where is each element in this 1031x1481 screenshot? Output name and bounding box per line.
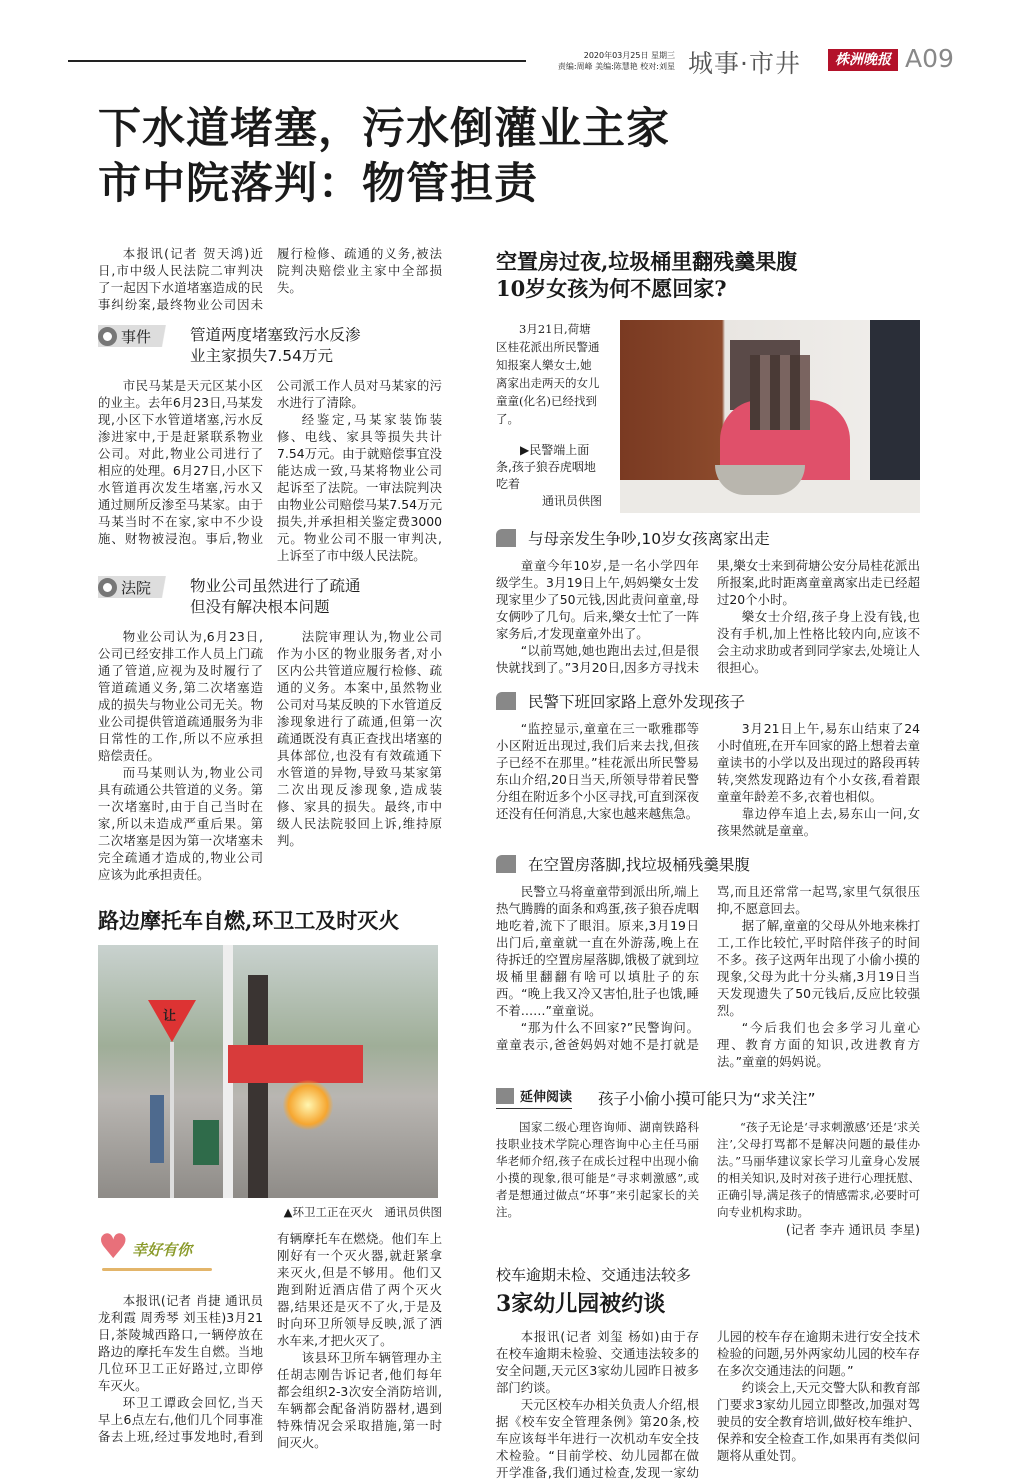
right-column-stack [496, 248, 920, 1481]
caption-credit: 通讯员供图 [541, 494, 602, 508]
section-head: 民警下班回家路上意外发现孩子 [528, 693, 746, 711]
paragraph: 环卫工谭政会回忆,当天早上6点左右,他们几个同事准备去上班,经过事发地时,看到有辆摩托车在燃烧。他们车上刚好有一个灭火器,就赶紧拿来灭火,但是不够用。他们又跑到附近酒店借了两个灭火器,结果还是灭不了火,于是及时向环卫所领导反映,派了洒水车来,才把火灭了。 [98, 1231, 442, 1444]
lead-intro [98, 245, 442, 313]
paragraph: 3月21日上午,易东山结束了24小时值班,在开车回家的路上想着去童童读书的小学以及出现过的路段再转转,突然发现路边有个小女孩,看着跟童童年龄差不多,衣着也相似。 [717, 721, 920, 804]
girl-photo-row [496, 320, 920, 513]
paragraph: 法院审理认为,物业公司作为小区的物业服务者,对小区内公共管道应履行检修、疏通的义务。本案中,虽然物业公司对马某反映的下水管道反渗现象进行了疏通,但第一次疏通既没有真正查找出堵塞的具体部位,也没有有效疏通下水管道的异物,导致马某家第二次出现反渗现象,造成装修、家具的损失。最终,市中级人民法院驳回上诉,维持原判。 [277, 629, 442, 848]
trash-bin [193, 1120, 219, 1165]
issue-date: 2020年03月25日 星期三 [583, 51, 675, 60]
header-rule [68, 60, 526, 62]
paragraph: “监控显示,童童在三一歌雅郡等小区附近出现过,我们后来去找,但孩子已经不在那里。”桂花派出所民警易东山介绍,20日当天,所领导带着民警分组在附近多个小区寻找,可直到深夜还没有任何消息,大家也越来越焦急。 [496, 721, 699, 821]
headline-line-1: 空置房过夜,垃圾桶里翻残羹果腹 [496, 249, 798, 274]
paragraph: 经鉴定,马某家装饰装修、电线、家具等损失共计7.54万元。由于就赔偿事宜没能达成一致,马某将物业公司起诉至了法院。一审法院判决由物业公司赔偿马某7.54万元损失,并承担相关鉴定费3000元。物业公司不服一审判决,上诉至了市中级人民法院。 [277, 412, 442, 563]
tag-label: 法院 [121, 578, 152, 597]
intro-paragraph: 本报讯(记者 贺天鸿)近日,市中级人民法院二审判决了一起因下水道堵塞造成的民事纠纷案,最终物业公司因未履行检修、疏通的义务,被法院判决赔偿业主家中全部损失。 [98, 246, 442, 312]
event-body [98, 377, 442, 564]
newspaper-logo: 株洲晚报 [828, 49, 898, 71]
girl-section-1-header [496, 527, 920, 549]
paragraph: 物业公司认为,6月23日,公司已经安排工作人员上门疏通了管道,应视为及时履行了管道疏通义务,第二次堵塞造成的损失与物业公司无关。物业公司提供管道疏通服务为非日常性的工作,所以不应承担赔偿责任。 [98, 629, 263, 763]
paragraph: 靠边停车追上去,易东山一问,女孩果然就是童童。 [717, 806, 920, 838]
paragraph: 童童今年10岁,是一名小学四年级学生。3月19日上午,妈妈樂女士发现家里少了50元钱,因此责问童童,母女俩吵了几句。后来,樂女士忙了一阵家务后,才发现童童外出了。 [496, 558, 699, 641]
column-logo [98, 1227, 263, 1286]
extended-reading-head: 孩子小偷小摸可能只为“求关注” [598, 1089, 816, 1108]
arrow-icon [496, 1088, 514, 1104]
section-marker-icon [496, 855, 516, 873]
page-number: A09 [905, 44, 954, 73]
section-event-header [98, 325, 442, 367]
headline-line-2: 10岁女孩为何不愿回家? [496, 276, 727, 301]
girl-section-3-header [496, 853, 920, 875]
bus-subtitle: 校车逾期未检、交通违法较多 [496, 1266, 692, 1284]
section-name: 城事·市井 [688, 49, 801, 78]
girl-side-text [496, 320, 602, 513]
section-marker-icon [496, 529, 516, 547]
tag-label: 事件 [121, 327, 152, 346]
ring-icon [98, 327, 117, 346]
girl-section-2-header [496, 690, 920, 712]
red-banner [228, 1045, 363, 1083]
headline-line-2: 市中院落判：物管担责 [98, 159, 538, 209]
heart-icon: ♥ [98, 1227, 129, 1267]
section-head: 在空置房落脚,找垃圾桶残羹果腹 [528, 856, 750, 874]
motorcycle-fire-photo [98, 945, 438, 1198]
tag-label: 延伸阅读 [520, 1090, 573, 1105]
section-marker-icon [496, 692, 516, 710]
yield-sign-text: 让 [163, 1009, 177, 1024]
moto-body [98, 1227, 442, 1451]
tree-trunk [248, 975, 268, 1198]
lead-headline [98, 102, 670, 212]
worker-figure [150, 1095, 164, 1163]
logo-underline [102, 1268, 212, 1271]
girl-section-2-body [496, 720, 920, 839]
section-head: 与母亲发生争吵,10岁女孩离家出走 [528, 530, 770, 548]
paragraph: 天元区校车办相关负责人介绍,根据《校车安全管理条例》第20条,校车应该每半年进行一次机动车安全技术检验。“目前学校、幼儿园都在做开学准备,我们通过检查,发现一家幼儿园的校车存在逾期未进行安全技术检验的问题,另外两家幼儿园的校车存在多次交通违法的问题。” [496, 1329, 920, 1480]
subhead-line: 业主家损失7.54万元 [190, 347, 334, 365]
court-body [98, 628, 442, 883]
court-tag [98, 576, 184, 598]
ring-icon [98, 578, 117, 597]
paragraph: 而马某则认为,物业公司具有疏通公共管道的义务。第一次堵塞时,由于自己当时在家,所以未造成严重后果。第二次堵塞是因为第一次堵塞未完全疏通才造成的,物业公司应该为此承担责任。 [98, 765, 263, 882]
pixelated-face [750, 355, 810, 430]
paragraph: 约谈会上,天元交警大队和教育部门要求3家幼儿园立即整改,加强对驾驶员的安全教育培训,做好校车维护、保养和安全检查工作,如果再有类似问题将从重处罚。 [717, 1380, 920, 1463]
paragraph: 市民马某是天元区某小区的业主。去年6月23日,马某发现,小区下水管道堵塞,污水反渗进家中,于是赶紧联系物业公司。对此,物业公司进行了相应的处理。6月27日,小区下水管道再次发生堵塞,污水又通过厕所反渗至马某家。由于马某当时不在家,家中不少设施、财物被浸泡。事后,物业公司派工作人员对马某家的污水进行了清除。 [98, 378, 442, 546]
fire [283, 1080, 333, 1130]
girl-section-1-body [496, 557, 920, 676]
paragraph: “孩子无论是‘寻求刺激感’还是‘求关注’,父母打骂都不是解决问题的最佳办法。”马丽华建议家长学习儿童身心发展的相关知识,及时对孩子进行心理抚慰、正确引导,满足孩子的情感需求,必要时可向专业机构求助。 [717, 1120, 920, 1219]
sign-post [170, 1042, 174, 1198]
subhead-line: 管道两度堵塞致污水反渗 [190, 326, 361, 344]
left-column-stack [98, 245, 442, 1451]
section-court-header [98, 576, 442, 618]
staff-credits: 责编:周峰 美编:陈慧艳 校对:刘星 [557, 62, 675, 71]
bus-body [496, 1328, 920, 1481]
event-subhead [190, 325, 361, 367]
header-meta [545, 50, 675, 72]
paragraph: 民警立马将童童带到派出所,端上热气腾腾的面条和鸡蛋,孩子狼吞虎咽地吃着,流下了眼泪。原来,3月19日出门后,童童就一直在外游荡,晚上在待拆迁的空置房屋落脚,饿极了就到垃圾桶里翻翻有啥可以填肚子的东西。“晚上我又冷又害怕,肚子也饿,睡不着……”童童说。 [496, 884, 699, 1018]
extended-reading-body [496, 1119, 920, 1238]
extended-reading-header [496, 1086, 920, 1109]
girl-eating-photo [620, 320, 920, 513]
paragraph: 樂女士介绍,孩子身上没有钱,也没有手机,加上性格比较内向,应该不会主动求助或者到同学家去,处境让人很担心。 [717, 609, 920, 675]
paragraph: 本报讯(记者 肖捷 通讯员 龙利霞 周秀琴 刘玉桂)3月21日,茶陵城西路口,一辆停放在路边的摩托车发生自燃。当地几位环卫工正好路过,立即停车灭火。 [98, 1293, 263, 1393]
column-logo-text: 幸好有你 [132, 1241, 193, 1259]
paragraph: “今后我们也会多学习儿童心理、教育方面的知识,改进教育方法。”童童的妈妈说。 [717, 1020, 920, 1069]
caption-text: ▶民警端上面条,孩子狼吞虎咽地吃着 [496, 443, 596, 491]
moto-photo-caption: ▲环卫工正在灭火 通讯员供图 [283, 1205, 442, 1219]
bus-headline: 3家幼儿园被约谈 [496, 1291, 666, 1317]
subhead-line: 物业公司虽然进行了疏通 [190, 577, 361, 595]
extended-reading-tag [496, 1086, 572, 1109]
paragraph: 国家二级心理咨询师、湖南铁路科技职业技术学院心理咨询中心主任马丽华老师介绍,孩子在成长过程中出现小偷小摸的现象,很可能是“寻求刺激感”,或者是想通过做点“坏事”来引起家长的关注。 [496, 1120, 699, 1219]
byline: (记者 李卉 通讯员 李星) [785, 1222, 920, 1237]
girl-lead: 3月21日,荷塘区桂花派出所民警通知报案人樂女士,她离家出走两天的女儿童童(化名)已经找到了。 [496, 322, 600, 426]
court-subhead [190, 576, 361, 618]
event-tag [98, 325, 184, 347]
girl-photo-caption [496, 442, 602, 510]
headline-line-1: 下水道堵塞，污水倒灌业主家 [98, 104, 670, 154]
paragraph: “那为什么不回家?”民警询问。童童表示,爸爸妈妈对她不是打就是骂,而且还常常一起骂,家里气氛很压抑,不愿意回去。 [496, 884, 920, 1052]
paragraph: 据了解,童童的父母从外地来株打工,工作比较忙,平时陪伴孩子的时间不多。孩子这两年出现了小偷小摸的现象,父母为此十分头痛,3月19日当天发现遗失了50元钱后,反应比较强烈。 [717, 918, 920, 1018]
moto-headline: 路边摩托车自燃,环卫工及时灭火 [98, 908, 400, 933]
girl-headline [496, 248, 920, 302]
subhead-line: 但没有解决根本问题 [190, 598, 330, 616]
girl-section-3-body [496, 883, 920, 1070]
paragraph: 该县环卫所车辆管理办主任胡志刚告诉记者,他们每年都会组织2-3次安全消防培训,车辆都会配备消防器材,遇到特殊情况会采取措施,第一时间灭火。 [277, 1350, 442, 1450]
paragraph: “以前骂她,她也跑出去过,但是很快就找到了。”3月20日,因多方寻找未果,樂女士来到荷塘公安分局桂花派出所报案,此时距离童童离家出走已经超过20个小时。 [496, 558, 920, 675]
paragraph: 本报讯(记者 刘玺 杨如)由于存在校车逾期未检验、交通违法较多的安全问题,天元区3家幼儿园昨日被多部门约谈。 [496, 1329, 699, 1395]
